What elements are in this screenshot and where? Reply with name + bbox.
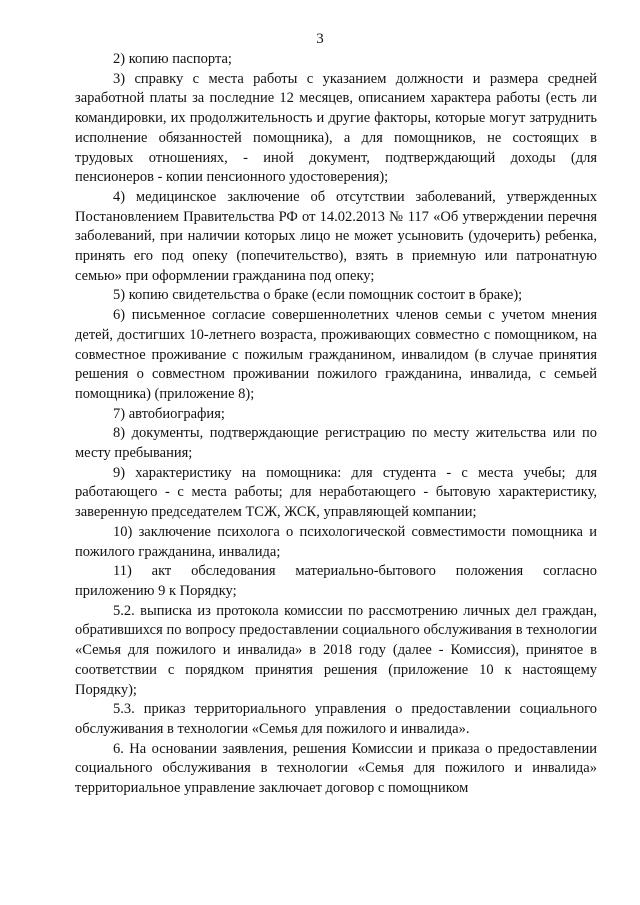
paragraph-family-consent: 6) письменное согласие совершеннолетних членов семьи с учетом мнения детей, достигших 10-летнего возраста, проживающих совместно с помощником, на совместное проживание с пожилым гражданином, инвалидом (в случае принятия решения о совместном проживании пожилого гражданина, инвалида, с семьей помощника) (приложение 8); — [75, 307, 597, 402]
page-number: 3 — [316, 31, 324, 47]
paragraph-contract-basis: 6. На основании заявления, решения Комиссии и приказа о предоставлении социального обслуживания в технологии «Семья для пожилого и инвалида» территориальное управление заключает договор с помощником — [75, 740, 597, 797]
paragraph-autobiography: 7) автобиография; — [113, 405, 225, 422]
paragraph-territorial-order: 5.3. приказ территориального управления о предоставлении социального обслуживания в технологии «Семья для пожилого и инвалида». — [75, 701, 597, 737]
paragraph-character-reference: 9) характеристику на помощника: для студента - с места учебы; для работающего - с места работы; для неработающего - бытовую характеристику, заверенную председателем ТСЖ, ЖСК, управляющей компании; — [75, 464, 597, 521]
paragraph-registration-documents: 8) документы, подтверждающие регистрацию по месту жительства или по месту пребывания; — [75, 425, 597, 462]
document-body — [75, 50, 597, 799]
paragraph-psychologist-report: 10) заключение психолога о психологической совместимости помощника и пожилого гражданина, инвалида; — [75, 523, 597, 560]
paragraph-commission-extract: 5.2. выписка из протокола комиссии по рассмотрению личных дел граждан, обратившихся по вопросу предоставлении социального обслуживания в технологии «Семья для пожилого и инвалида» в 2018 году (далее - Комиссия), принятое в соответствии с порядком принятия решения (приложение 10 к настоящему Порядку); — [75, 602, 597, 698]
paragraph-passport-copy: 2) копию паспорта; — [113, 51, 232, 67]
paragraph-marriage-certificate: 5) копию свидетельства о браке (если помощник состоит в браке); — [113, 287, 523, 304]
paragraph-living-conditions-act: 11) акт обследования материально-бытового положения согласно приложению 9 к Порядку; — [75, 563, 597, 599]
paragraph-employment-certificate: 3) справку с места работы с указанием должности и размера средней заработной платы за последние 12 месяцев, описанием характера работы (есть ли командировки, их продолжительность и другие факторы, которые могут затруднить исполнение обязанностей помощника), а для помощников, не состоящих в трудовых отношениях, - иной документ, подтверждающий доходы (для пенсионеров - копии пенсионного удостоверения); — [75, 70, 597, 186]
paragraph-medical-report: 4) медицинское заключение об отсутствии заболеваний, утвержденных Постановлением Правительства РФ от 14.02.2013 № 117 «Об утверждении перечня заболеваний, при наличии которых лицо не может усыновить (удочерить) ребенка, принять его под опеку (попечительство), взять в приемную или патронатную семью» при оформлении гражданина под опеку; — [75, 188, 597, 284]
